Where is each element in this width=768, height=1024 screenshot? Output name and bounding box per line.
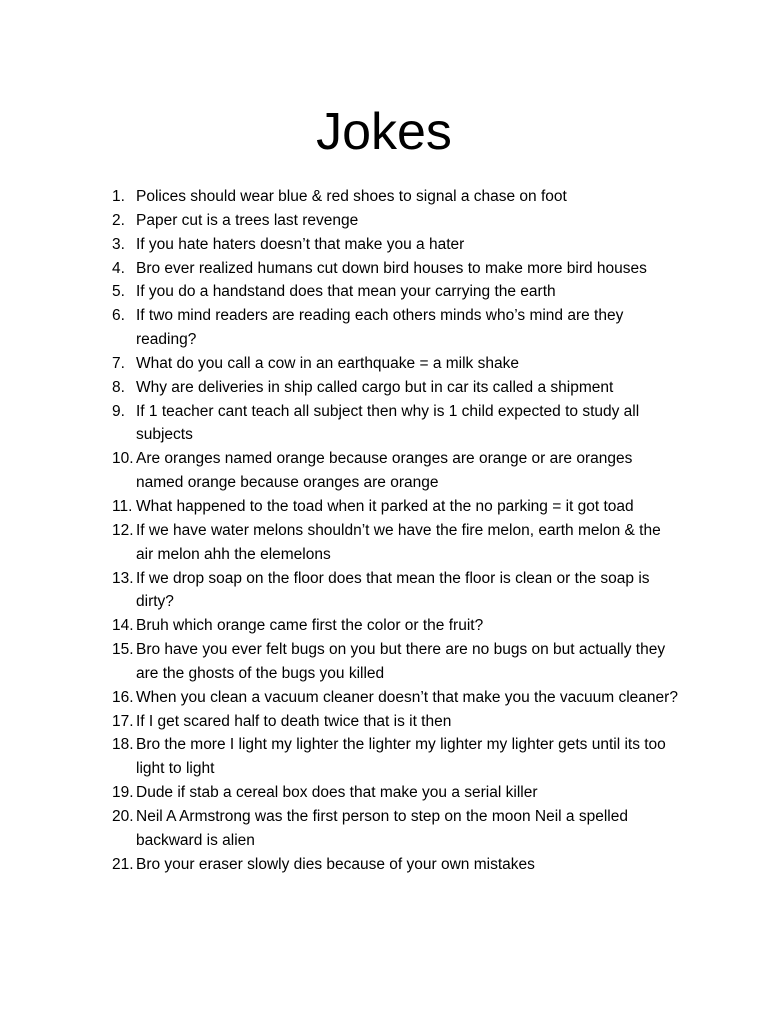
list-item <box>112 710 682 734</box>
list-item-text: If you hate haters doesn’t that make you a hater <box>136 235 465 253</box>
list-item-text: Paper cut is a trees last revenge <box>136 211 359 229</box>
list-item <box>112 257 682 281</box>
list-item-number: 6. <box>112 307 125 325</box>
list-item-text: Bro your eraser slowly dies because of your own mistakes <box>136 855 535 873</box>
list-item <box>112 209 682 233</box>
page-title: Jokes <box>316 103 452 161</box>
list-item-text: If I get scared half to death twice that is it then <box>136 712 452 730</box>
list-item <box>112 805 682 853</box>
list-item-text: Dude if stab a cereal box does that make you a serial killer <box>136 784 538 802</box>
list-item-number: 21. <box>112 855 134 873</box>
list-item-text: Bruh which orange came first the color or the fruit? <box>136 617 484 635</box>
list-item <box>112 376 682 400</box>
list-item-number: 16. <box>112 688 134 706</box>
list-item-number: 14. <box>112 617 134 635</box>
list-item <box>112 352 682 376</box>
list-item <box>112 447 682 495</box>
list-item-text: Why are deliveries in ship called cargo but in car its called a shipment <box>136 378 614 396</box>
list-item <box>112 686 682 710</box>
joke-list <box>112 185 682 876</box>
list-item <box>112 495 682 519</box>
list-item <box>112 614 682 638</box>
list-item-text: What happened to the toad when it parked at the no parking = it got toad <box>136 497 634 515</box>
list-item-number: 15. <box>112 641 134 659</box>
list-item-number: 19. <box>112 784 134 802</box>
list-item <box>112 185 682 209</box>
list-item <box>112 304 682 352</box>
list-item-text: If we drop soap on the floor does that mean the floor is clean or the soap is dirty? <box>136 569 650 611</box>
list-item-text: Bro ever realized humans cut down bird houses to make more bird houses <box>136 259 647 277</box>
list-item-number: 5. <box>112 283 125 301</box>
list-item-text: What do you call a cow in an earthquake = a milk shake <box>136 354 519 372</box>
list-item-text: If 1 teacher cant teach all subject then why is 1 child expected to study all subjects <box>136 402 640 444</box>
list-item <box>112 280 682 304</box>
list-item <box>112 733 682 781</box>
list-item-number: 2. <box>112 211 125 229</box>
list-item-number: 7. <box>112 354 125 372</box>
list-item-number: 8. <box>112 378 125 396</box>
list-item <box>112 400 682 448</box>
list-item <box>112 519 682 567</box>
list-item <box>112 567 682 615</box>
list-item-number: 3. <box>112 235 125 253</box>
list-item-number: 10. <box>112 450 134 468</box>
list-item <box>112 781 682 805</box>
list-item <box>112 638 682 686</box>
list-item-number: 9. <box>112 402 125 420</box>
list-item-number: 12. <box>112 521 134 539</box>
list-item-number: 18. <box>112 736 134 754</box>
list-item-number: 20. <box>112 807 134 825</box>
list-item-text: If you do a handstand does that mean your carrying the earth <box>136 283 556 301</box>
list-item-text: Are oranges named orange because oranges are orange or are oranges named orange because oranges are orange <box>136 450 633 492</box>
list-item-text: Bro have you ever felt bugs on you but there are no bugs on but actually they are the ghosts of the bugs you killed <box>136 641 666 682</box>
list-item <box>112 233 682 257</box>
list-item <box>112 853 682 877</box>
list-item-number: 1. <box>112 188 125 205</box>
list-item-text: Bro the more I light my lighter the lighter my lighter my lighter gets until its too light to light <box>136 736 666 778</box>
list-item-text: Polices should wear blue & red shoes to signal a chase on foot <box>136 188 567 205</box>
list-item-number: 4. <box>112 259 125 277</box>
list-item-text: When you clean a vacuum cleaner doesn’t that make you the vacuum cleaner? <box>136 688 678 706</box>
list-item-text: If two mind readers are reading each others minds who’s mind are they reading? <box>136 307 624 349</box>
list-item-number: 11. <box>112 497 133 515</box>
list-item-number: 17. <box>112 712 134 730</box>
list-item-number: 13. <box>112 569 134 587</box>
list-item-text: If we have water melons shouldn’t we have the fire melon, earth melon & the air melon ahh the elemelons <box>136 521 661 563</box>
list-item-text: Neil A Armstrong was the first person to step on the moon Neil a spelled backward is alien <box>136 807 628 849</box>
